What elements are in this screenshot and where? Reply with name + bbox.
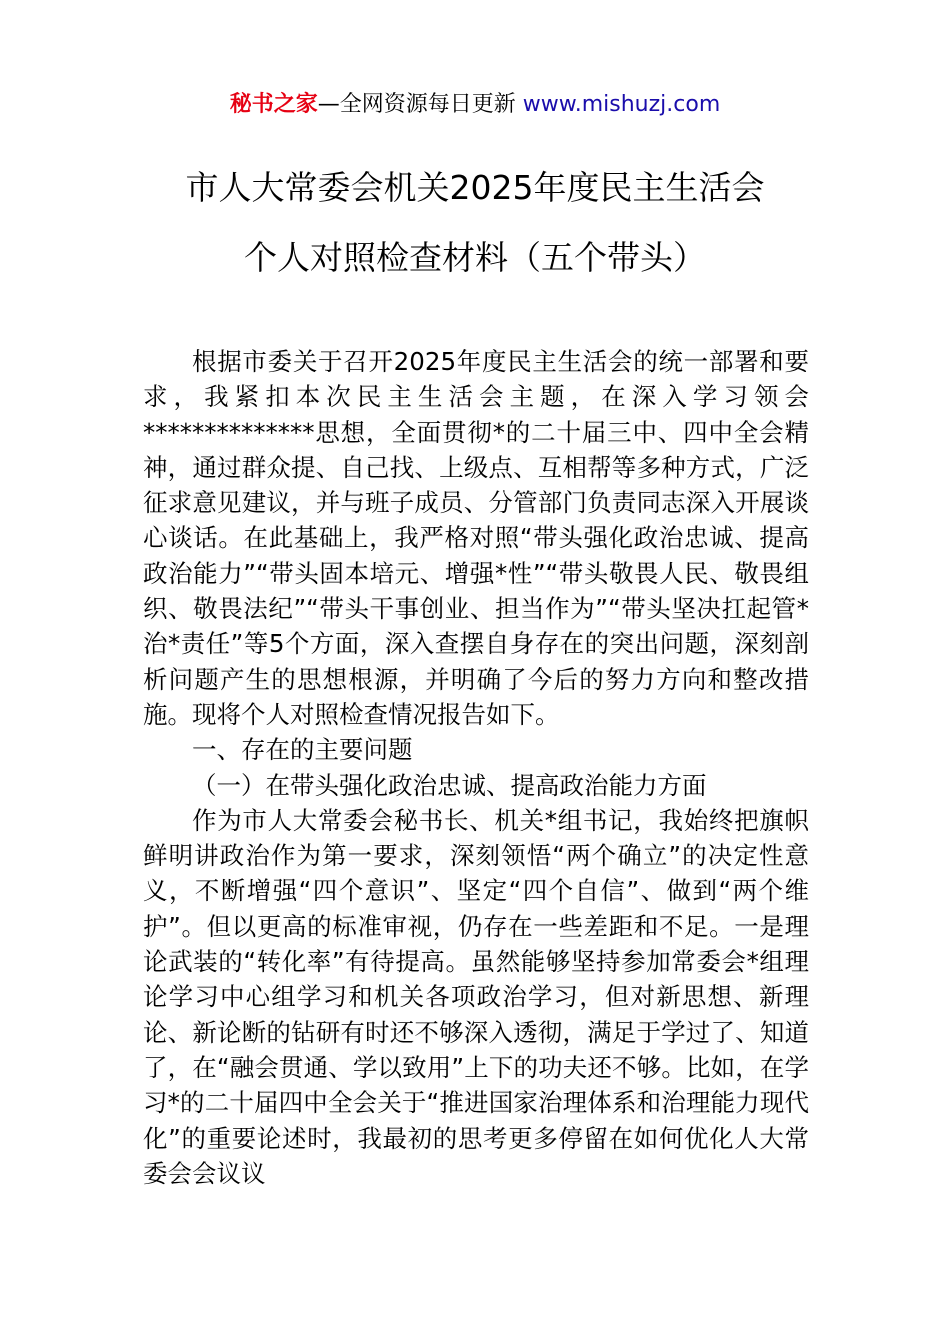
- document-body: [143, 344, 809, 1191]
- section-heading: 一、存在的主要问题: [192, 735, 413, 765]
- body-paragraph: 作为市人大常委会秘书长、机关*组书记，我始终把旗帜鲜明讲政治作为第一要求，深刻领悟“两个确立”的决定性意义，不断增强“四个意识”、坚定“四个自信”、做到“两个维护”。但以更高的标准审视，仍存在一些差距和不足。一是理论武装的“转化率”有待提高。虽然能够坚持参加常委会*组理论学习中心组学习和机关各项政治学习，但对新思想、新理论、新论断的钻研有时还不够深入透彻，满足于学过了、知道了，在“融会贯通、学以致用”上下的功夫还不够。比如，在学习*的二十届四中全会关于“推进国家治理体系和治理能力现代化”的重要论述时，我最初的思考更多停留在如何优化人大常委会会议议: [143, 805, 809, 1188]
- subsection-heading: （一）在带头强化政治忠诚、提高政治能力方面: [192, 770, 707, 800]
- header-tagline: —全网资源每日更新: [317, 92, 523, 117]
- brand-name: 秘书之家: [229, 92, 318, 117]
- site-url-link[interactable]: www.mishuzj.com: [522, 92, 721, 117]
- intro-paragraph: 根据市委关于召开2025年度民主生活会的统一部署和要求，我紧扣本次民主生活会主题，在深入学习领会**************思想，全面贯彻*的二十届三中、四中全会精神，通过群众提、自己找、上级点、互相帮等多种方式，广泛征求意见建议，并与班子成员、分管部门负责同志深入开展谈心谈话。在此基础上，我严格对照“带头强化政治忠诚、提高政治能力”“带头固本培元、增强*性”“带头敬畏人民、敬畏组织、敬畏法纪”“带头干事创业、担当作为”“带头坚决扛起管*治*责任”等5个方面，深入查摆自身存在的突出问题，深刻剖析问题产生的思想根源，并明确了今后的努力方向和整改措施。现将个人对照检查情况报告如下。: [143, 347, 809, 729]
- document-title-line-2: 个人对照检查材料（五个带头）: [244, 238, 706, 277]
- document-title-line-1: 市人大常委会机关2025年度民主生活会: [185, 168, 765, 207]
- site-header: [0, 88, 950, 122]
